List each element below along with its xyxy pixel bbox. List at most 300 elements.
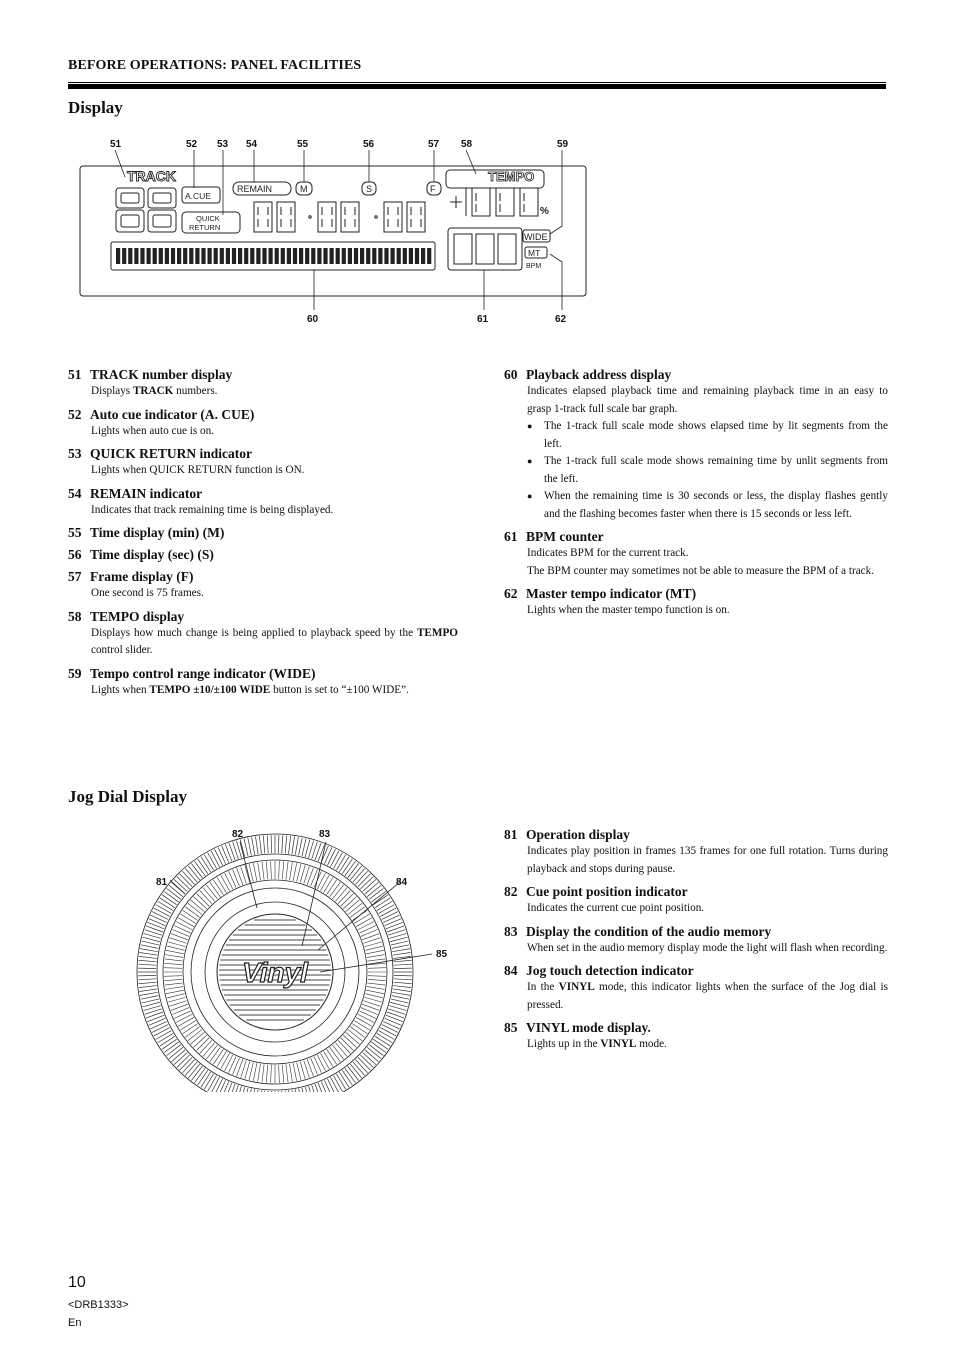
ring-segment <box>379 905 395 914</box>
ring-segment <box>174 926 190 934</box>
ring-segment <box>210 1047 221 1062</box>
ring-segment <box>203 888 215 902</box>
ring-segment <box>167 1045 181 1056</box>
ring-segment <box>208 1076 217 1092</box>
bar-segment <box>409 248 413 264</box>
ring-segment <box>348 903 362 914</box>
frame-label: F <box>430 184 436 194</box>
item-description: Indicates BPM for the current track. <box>527 547 689 559</box>
ring-segment <box>177 877 190 890</box>
ring-segment <box>249 1062 253 1080</box>
display-frame <box>80 166 586 296</box>
bar-segment <box>354 248 358 264</box>
ring-segment <box>300 865 305 882</box>
item-description: Lights when TEMPO ±10/±100 WIDE button is set to “±100 WIDE”. <box>91 683 409 696</box>
bar-segment <box>147 248 151 264</box>
ring-segment <box>358 922 374 930</box>
ring-segment <box>229 1056 237 1072</box>
bar-segment <box>195 248 199 264</box>
ring-segment <box>167 994 185 998</box>
ring-segment <box>285 836 287 854</box>
ring-segment <box>229 871 237 887</box>
ring-segment <box>367 955 385 958</box>
bar-segment <box>116 248 120 264</box>
ring-segment <box>380 908 396 916</box>
ring-segment <box>206 885 217 899</box>
ring-segment <box>394 964 412 965</box>
ring-segment <box>167 888 181 899</box>
ring-segment <box>271 835 272 853</box>
ring-segment <box>139 986 157 988</box>
ring-segment <box>139 982 157 984</box>
ring-segment <box>185 907 200 918</box>
item-description: Displays TRACK numbers. <box>91 385 218 397</box>
bar-segment <box>262 248 266 264</box>
ring-segment <box>245 865 250 882</box>
ring-segment <box>365 994 383 998</box>
ring-segment <box>169 885 183 896</box>
ring-segment <box>165 959 183 961</box>
ring-segment <box>150 915 166 922</box>
callout-52: 52 <box>186 139 198 150</box>
ring-segment <box>320 1053 329 1069</box>
playback-bar-segments <box>116 248 431 264</box>
ring-segment <box>174 1052 187 1064</box>
bar-segment <box>378 248 382 264</box>
bar-segment <box>293 248 297 264</box>
bpm-digits <box>454 234 516 264</box>
ring-segment <box>259 1090 261 1092</box>
quick-label: QUICK <box>196 214 220 223</box>
ring-segment <box>342 1070 352 1085</box>
ring-segment <box>213 880 223 895</box>
ring-segment <box>391 941 409 945</box>
ring-segment <box>336 855 345 870</box>
header-rule-thin <box>68 82 886 83</box>
bar-segment <box>134 248 138 264</box>
bar-segment <box>165 248 169 264</box>
ring-segment <box>314 1056 322 1072</box>
ring-segment <box>328 849 336 865</box>
ring-segment <box>152 912 168 920</box>
ring-segment <box>335 1043 347 1057</box>
bar-segment <box>281 248 285 264</box>
item-51 <box>68 366 458 401</box>
track-label: TRACK <box>127 168 176 184</box>
header-rule <box>68 84 886 89</box>
item-description: One second is 75 frames. <box>91 587 204 599</box>
ring-segment <box>165 987 183 990</box>
ring-segment <box>282 1065 283 1083</box>
ring-segment <box>373 895 388 905</box>
bar-segment <box>275 248 279 264</box>
ring-segment <box>350 1064 361 1078</box>
ring-segment <box>198 859 208 874</box>
ring-segment <box>188 866 199 880</box>
item-heading: 54 REMAIN indicator <box>68 485 203 501</box>
ring-segment <box>263 836 265 854</box>
ring-segment <box>394 982 412 984</box>
bar-segment <box>317 248 321 264</box>
ring-segment <box>392 996 410 1000</box>
item-55 <box>68 524 458 541</box>
item-description: Displays how much change is being applied to playback speed by the TEMPO control slider. <box>91 626 458 656</box>
ring-segment <box>299 1089 303 1092</box>
ring-segment <box>359 926 375 934</box>
ring-segment <box>256 1090 259 1092</box>
item-54 <box>68 485 458 520</box>
ring-segment <box>180 874 193 887</box>
ring-segment <box>371 891 386 902</box>
ring-segment <box>188 1064 199 1078</box>
ring-segment <box>367 959 385 961</box>
callout-61: 61 <box>477 314 489 325</box>
ring-segment <box>379 1031 395 1040</box>
ring-segment <box>191 1066 202 1080</box>
item-description: When set in the audio memory display mode the light will flash when recording. <box>527 941 888 954</box>
ring-segment <box>252 1089 255 1092</box>
ring-segment <box>152 1025 168 1033</box>
item-description: Lights when QUICK RETURN function is ON. <box>91 464 305 476</box>
bar-segment <box>177 248 181 264</box>
sec-label: S <box>366 184 373 194</box>
item-59 <box>68 665 458 700</box>
bar-segment <box>403 248 407 264</box>
bar-segment <box>183 248 187 264</box>
ring-segment <box>263 1091 265 1092</box>
ring-segment <box>180 914 195 923</box>
ring-segment <box>217 877 226 892</box>
bar-segment <box>269 248 273 264</box>
ring-segment <box>338 1040 350 1053</box>
bar-segment <box>384 248 388 264</box>
bar-segment <box>360 248 364 264</box>
ring-segment <box>365 882 379 894</box>
item-heading: 83 Display the condition of the audio memory <box>504 923 772 939</box>
ring-segment <box>358 1014 374 1022</box>
ring-segment <box>253 1063 257 1081</box>
callout-51: 51 <box>110 139 122 150</box>
item-heading: 53 QUICK RETURN indicator <box>68 446 253 461</box>
ring-segment <box>138 975 156 976</box>
ring-segment <box>142 999 160 1003</box>
ring-segment <box>359 1011 375 1019</box>
ring-segment <box>154 1028 170 1036</box>
ring-segment <box>345 1068 356 1083</box>
ring-segment <box>143 937 160 942</box>
bar-segment <box>214 248 218 264</box>
ring-segment <box>385 1018 402 1025</box>
bullet-item: ● When the remaining time is 30 seconds or less, the display flashes gently and the flashing becomes faster when there is 15 seconds or less left. <box>527 488 888 523</box>
ring-segment <box>350 907 365 918</box>
bar-segment <box>238 248 242 264</box>
ring-segment <box>341 1038 354 1051</box>
ring-segment <box>204 1074 213 1089</box>
ring-segment <box>197 894 210 907</box>
ring-segment <box>245 1062 250 1079</box>
ring-segment <box>210 882 221 897</box>
ring-segment <box>208 853 217 869</box>
ring-segment <box>331 851 339 867</box>
ring-segment <box>355 871 367 884</box>
ring-segment <box>138 979 156 980</box>
ring-segment <box>176 1014 192 1022</box>
ring-segment <box>171 1050 185 1062</box>
ring-segment <box>140 949 158 952</box>
callout-62: 62 <box>555 314 567 325</box>
ring-segment <box>354 1021 369 1030</box>
item-heading: 60 Playback address display <box>504 367 672 382</box>
ring-segment <box>367 1047 381 1058</box>
item-description: Indicates play position in frames 135 frames for one full rotation. Turns during playback and stops during pause. <box>527 845 888 875</box>
callout-54: 54 <box>246 139 258 150</box>
ring-segment <box>327 880 337 895</box>
ring-segment <box>390 937 407 942</box>
ring-segment <box>330 882 341 897</box>
ring-segment <box>366 990 384 994</box>
bar-segment <box>250 248 254 264</box>
bar-segment <box>372 248 376 264</box>
bullet-item: ● The 1-track full scale mode shows remaining time by unlit segments from the left. <box>527 453 888 488</box>
ring-segment <box>166 990 184 994</box>
ring-segment <box>393 953 411 956</box>
item-heading: 55 Time display (min) (M) <box>68 525 225 540</box>
item-60 <box>504 366 888 523</box>
ring-segment <box>162 1039 177 1049</box>
ring-segment <box>341 894 354 907</box>
ring-segment <box>164 968 182 969</box>
item-heading: 82 Cue point position indicator <box>504 884 688 899</box>
ring-segment <box>156 905 172 914</box>
ring-segment <box>168 942 185 947</box>
ring-segment <box>286 1064 288 1082</box>
bar-segment <box>366 248 370 264</box>
jog-diagram <box>130 822 460 1092</box>
ring-segment <box>188 1030 202 1041</box>
jog-section-title: Jog Dial Display <box>68 787 188 806</box>
bar-segment <box>342 248 346 264</box>
ring-segment <box>292 1090 295 1092</box>
ring-segment <box>252 837 255 855</box>
ring-segment <box>266 861 267 879</box>
bar-segment <box>330 248 334 264</box>
ring-segment <box>142 941 160 945</box>
ring-segment <box>365 1050 379 1062</box>
ring-segment <box>240 840 245 857</box>
ring-segment <box>154 908 170 916</box>
ring-segment <box>138 964 156 965</box>
ring-segment <box>350 1027 365 1038</box>
item-heading: 52 Auto cue indicator (A. CUE) <box>68 406 255 422</box>
header-title: BEFORE OPERATIONS: PANEL FACILITIES <box>68 58 362 73</box>
ring-segment <box>258 1064 261 1082</box>
ring-segment <box>375 898 390 908</box>
bar-segment <box>201 248 205 264</box>
ring-segment <box>392 949 410 952</box>
ring-segment <box>355 1060 367 1073</box>
ring-segment <box>368 976 386 977</box>
ring-segment <box>289 836 291 854</box>
ring-segment <box>191 864 202 878</box>
ring-segment <box>393 986 411 988</box>
display-items-left <box>68 366 458 704</box>
ring-segment <box>182 871 194 884</box>
ring-segment <box>158 1033 173 1042</box>
bar-segment <box>299 248 303 264</box>
ring-segment <box>185 868 197 882</box>
ring-segment <box>353 868 365 882</box>
bar-segment <box>336 248 340 264</box>
callout-56: 56 <box>363 139 375 150</box>
ring-segment <box>348 864 359 878</box>
ring-segment <box>320 875 329 891</box>
ring-segment <box>356 1017 372 1026</box>
ring-segment <box>176 922 192 930</box>
ring-segment <box>225 844 232 861</box>
ring-segment <box>271 1091 272 1092</box>
ring-segment <box>180 1021 195 1030</box>
ring-segment <box>141 945 159 949</box>
acue-label: A.CUE <box>185 191 211 201</box>
ring-segment <box>279 1065 280 1083</box>
callout-83: 83 <box>319 829 331 840</box>
bar-segment <box>287 248 291 264</box>
callout-85: 85 <box>436 949 448 960</box>
ring-segment <box>353 1062 365 1076</box>
bar-segment <box>189 248 193 264</box>
bar-segment <box>415 248 419 264</box>
ring-segment <box>383 1021 399 1028</box>
ring-segment <box>194 861 205 876</box>
tempo-percent: % <box>540 206 549 217</box>
display-diagram <box>68 130 588 330</box>
bar-segment <box>323 248 327 264</box>
item-heading: 58 TEMPO display <box>68 608 185 624</box>
ring-segment <box>360 877 373 890</box>
ring-segment <box>225 873 233 889</box>
ring-segment <box>334 853 343 869</box>
ring-segment <box>178 1017 194 1026</box>
item-83 <box>504 923 888 958</box>
ring-segment <box>339 857 349 872</box>
item-heading: 81 Operation display <box>504 827 630 842</box>
ring-segment <box>346 900 360 912</box>
ring-segment <box>324 877 333 892</box>
ring-segment <box>140 992 158 995</box>
item-description: Indicates elapsed playback time and remaining playback time in an easy to grasp 1-track full scale bar graph. <box>527 385 888 415</box>
ring-segment <box>164 976 182 977</box>
ring-segment <box>201 857 211 872</box>
bar-segment <box>348 248 352 264</box>
ring-segment <box>262 862 264 880</box>
ring-segment <box>368 968 386 969</box>
item-84 <box>504 962 888 1014</box>
ring-segment <box>217 1051 226 1066</box>
ring-segment <box>292 836 295 854</box>
ring-segment <box>299 838 303 856</box>
ring-segment <box>324 847 331 863</box>
ring-segment <box>333 885 344 899</box>
ring-segment <box>174 1011 190 1019</box>
ring-segment <box>354 914 369 923</box>
ring-segment <box>185 1027 200 1038</box>
item-heading: 61 BPM counter <box>504 529 604 544</box>
ring-segment <box>139 956 157 958</box>
ring-segment <box>271 1065 272 1083</box>
ring-segment <box>358 1057 371 1070</box>
ring-segment <box>365 997 382 1002</box>
bar-segment <box>171 248 175 264</box>
ring-segment <box>290 862 293 880</box>
item-81 <box>504 826 888 878</box>
item-heading: 85 VINYL mode display. <box>504 1020 651 1035</box>
ring-segment <box>211 1077 219 1092</box>
ring-segment <box>360 1055 373 1068</box>
ring-segment <box>156 1031 172 1040</box>
ring-segment <box>180 1057 193 1070</box>
ring-segment <box>188 903 202 914</box>
ring-segment <box>143 1002 160 1007</box>
ring-segment <box>164 1042 179 1053</box>
ring-segment <box>363 879 376 891</box>
ring-segment <box>183 1024 198 1034</box>
ring-segment <box>393 989 411 992</box>
ring-segment <box>204 855 213 870</box>
ring-segment <box>289 1090 291 1092</box>
ring-segment <box>285 1091 287 1092</box>
ring-segment <box>363 1052 376 1064</box>
tempo-label: TEMPO <box>488 169 535 184</box>
bar-segment <box>305 248 309 264</box>
ring-segment <box>165 955 183 958</box>
ring-segment <box>164 979 182 980</box>
ring-segment <box>200 1040 212 1053</box>
ring-segment <box>278 835 279 853</box>
ring-segment <box>160 898 175 908</box>
ring-segment <box>206 1045 217 1059</box>
item-heading: 84 Jog touch detection indicator <box>504 963 694 978</box>
ring-segment <box>394 960 412 962</box>
bar-segment <box>220 248 224 264</box>
ring-segment <box>267 1091 268 1092</box>
item-52 <box>68 406 458 441</box>
ring-segment <box>300 1062 305 1079</box>
callout-82: 82 <box>232 829 244 840</box>
ring-segment <box>256 836 259 854</box>
item-description: In the VINYL mode, this indicator lights when the surface of the Jog dial is pressed. <box>527 981 888 1011</box>
ring-segment <box>348 1066 359 1080</box>
ring-segment <box>369 1045 383 1056</box>
ring-segment <box>221 875 230 891</box>
ring-segment <box>194 1068 205 1083</box>
ring-segment <box>278 1091 279 1092</box>
ring-segment <box>166 950 184 954</box>
ring-segment <box>367 885 381 896</box>
item-description: Lights up in the VINYL mode. <box>527 1038 667 1050</box>
ring-segment <box>139 953 157 956</box>
item-heading: 62 Master tempo indicator (MT) <box>504 586 697 601</box>
ring-segment <box>203 1043 215 1057</box>
ring-segment <box>367 983 385 985</box>
ring-segment <box>377 901 392 910</box>
ring-segment <box>169 1047 183 1058</box>
ring-segment <box>271 861 272 879</box>
ring-segment <box>365 942 382 947</box>
bar-segment <box>128 248 132 264</box>
ring-segment <box>262 1064 264 1082</box>
ring-segment <box>350 866 361 880</box>
ring-segment <box>394 968 412 969</box>
